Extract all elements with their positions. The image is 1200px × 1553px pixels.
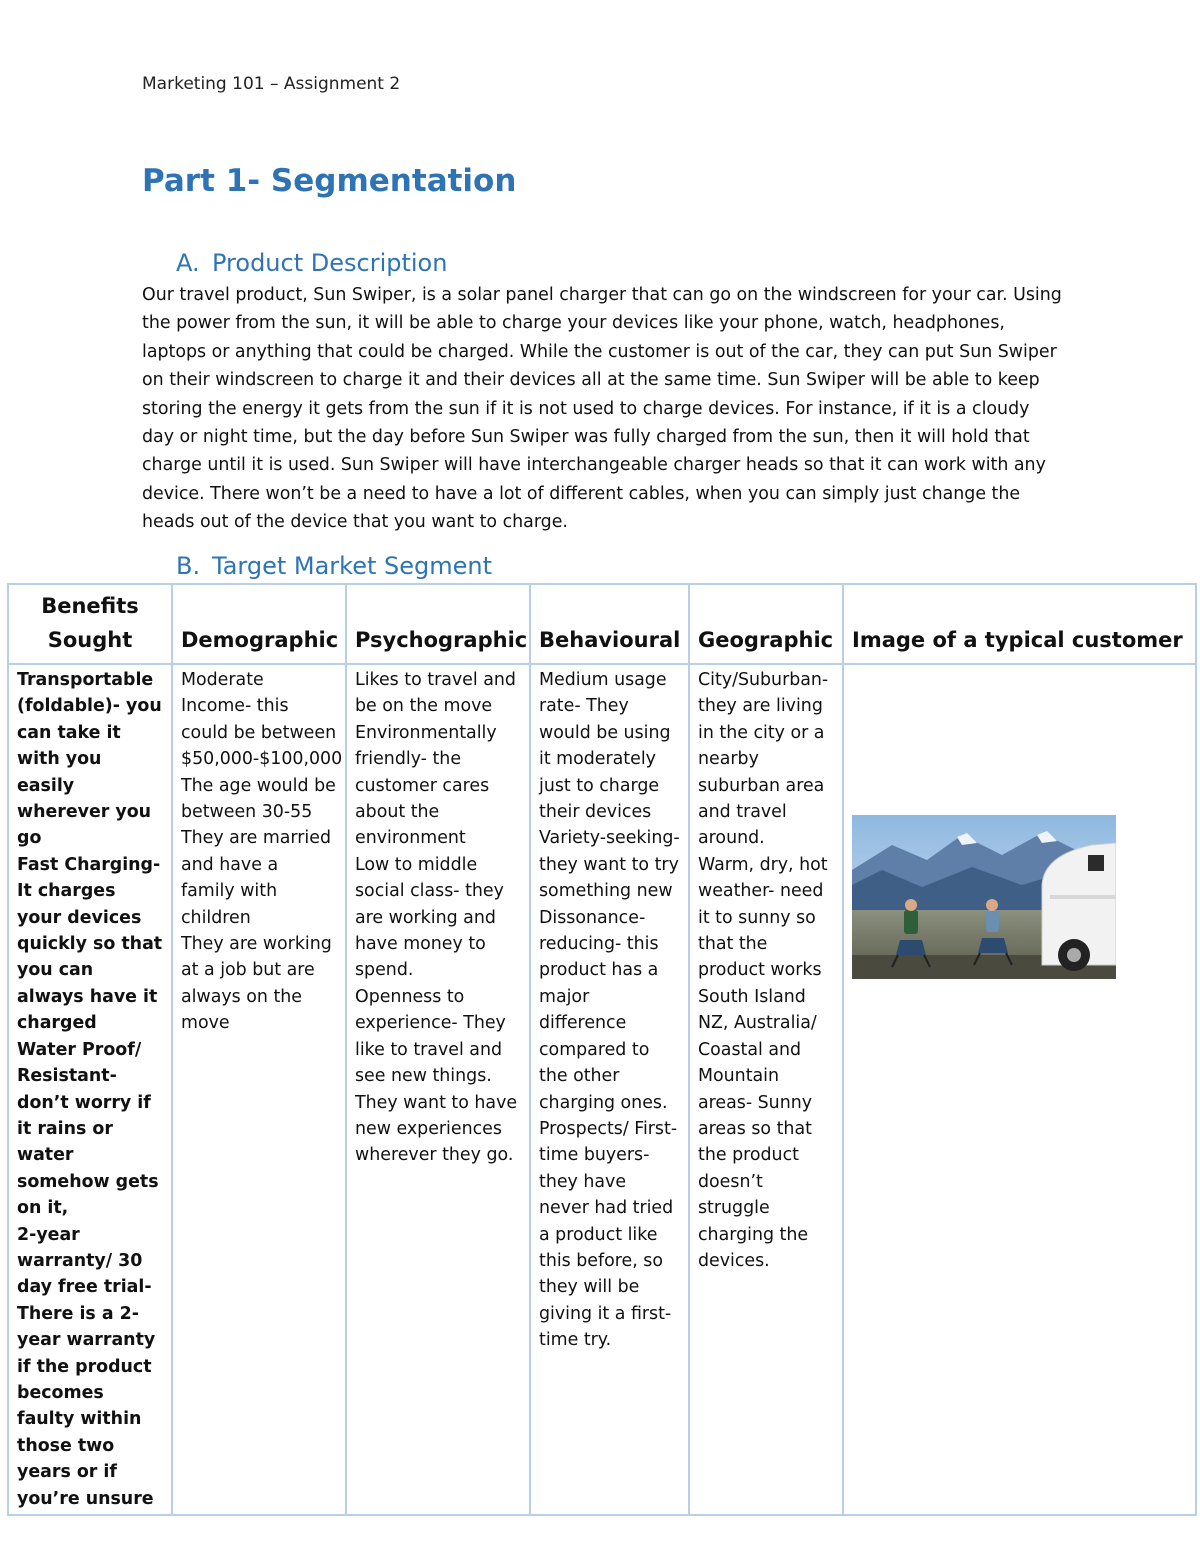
benefit-item: Fast Charging- It charges your devices quickly so that you can always have it charged <box>17 854 163 1034</box>
page-header: Marketing 101 – Assignment 2 <box>142 74 401 94</box>
demographic-item: They are working at a job but are always on the move <box>181 934 332 1034</box>
behavioural-item: Variety-seeking- they want to try something new <box>539 828 680 902</box>
section-b-title: Target Market Segment <box>212 552 493 580</box>
behavioural-item: Dissonance-reducing- this product has a major difference compared to the other charging ones. <box>539 907 668 1113</box>
benefit-item: Transportable (foldable)- you can take it with you easily wherever you go <box>17 670 162 849</box>
benefits-cell <box>8 664 172 1515</box>
behavioural-item: Prospects/ First-time buyers- they have never had tried a product like this before, so they will be giving it a first-time try. <box>539 1118 678 1351</box>
page-title: Part 1- Segmentation <box>142 163 517 199</box>
header-benefits-sought: Benefits Sought <box>8 584 172 664</box>
table-row <box>8 664 1196 1515</box>
psychographic-item: Low to middle social class- they are working and have money to spend. <box>355 854 504 981</box>
section-a-label: A. <box>176 249 200 277</box>
header-demographic: Demographic <box>172 584 346 664</box>
behavioural-item: Medium usage rate- They would be using it moderately just to charge their devices <box>539 670 671 823</box>
product-description: Our travel product, Sun Swiper, is a solar panel charger that can go on the windscreen for your car. Using the power from the sun, it will be able to charge your devices like your phone, watch, headphones, laptops or anything that could be charged. While the customer is out of the car, they can put Sun Swiper on their windscreen to charge it and their devices all at the same time. Sun Swiper will be able to keep storing the energy it gets from the sun if it is not used to charge devices. For instance, if it is a cloudy day or night time, but the day before Sun Swiper was fully charged from the sun, then it will hold that charge until it is used. Sun Swiper will have interchangeable charger heads so that it can work with any device. There won’t be a need to have a lot of different cables, when you can simply just change the heads out of the device that you want to charge. <box>142 285 1062 533</box>
psychographic-cell <box>346 664 530 1515</box>
header-psychographic: Psychographic <box>346 584 530 664</box>
geographic-item: South Island NZ, Australia/ Coastal and Mountain areas- Sunny areas so that the product doesn’t struggle charging the devices. <box>698 986 817 1271</box>
demographic-item: The age would be between 30-55 <box>181 775 336 823</box>
section-a-heading <box>176 249 447 277</box>
header-geographic: Geographic <box>689 584 843 664</box>
demographic-item: They are married and have a family with children <box>181 828 331 928</box>
geographic-item: City/Suburban- they are living in the city or a nearby suburban area and travel around. <box>698 670 829 849</box>
psychographic-item: Likes to travel and be on the move <box>355 670 516 717</box>
header-behavioural: Behavioural <box>530 584 689 664</box>
segmentation-table <box>7 583 1197 1516</box>
section-b-heading <box>176 552 492 580</box>
demographic-item: Moderate Income- this could be between $50,000-$100,000 <box>181 670 343 770</box>
psychographic-item: Environmentally friendly- the customer cares about the environment <box>355 722 497 849</box>
customer-photo <box>852 815 1116 979</box>
header-image: Image of a typical customer <box>843 584 1196 664</box>
psychographic-item: Openness to experience- They like to travel and see new things. They want to have new experiences wherever they go. <box>355 986 518 1166</box>
geographic-cell <box>689 664 843 1515</box>
demographic-cell <box>172 664 346 1515</box>
benefit-item: 2-year warranty/ 30 day free trial- There is a 2-year warranty if the product becomes faulty within those two years or if you’re unsure <box>17 1224 156 1509</box>
section-a-title: Product Description <box>212 249 448 277</box>
behavioural-cell <box>530 664 689 1515</box>
benefit-item: Water Proof/ Resistant- don’t worry if it rains or water somehow gets on it, <box>17 1039 159 1219</box>
section-b-label: B. <box>176 552 201 580</box>
table-header-row <box>8 584 1196 664</box>
image-cell <box>843 664 1196 1515</box>
geographic-item: Warm, dry, hot weather- need it to sunny so that the product works <box>698 854 828 981</box>
